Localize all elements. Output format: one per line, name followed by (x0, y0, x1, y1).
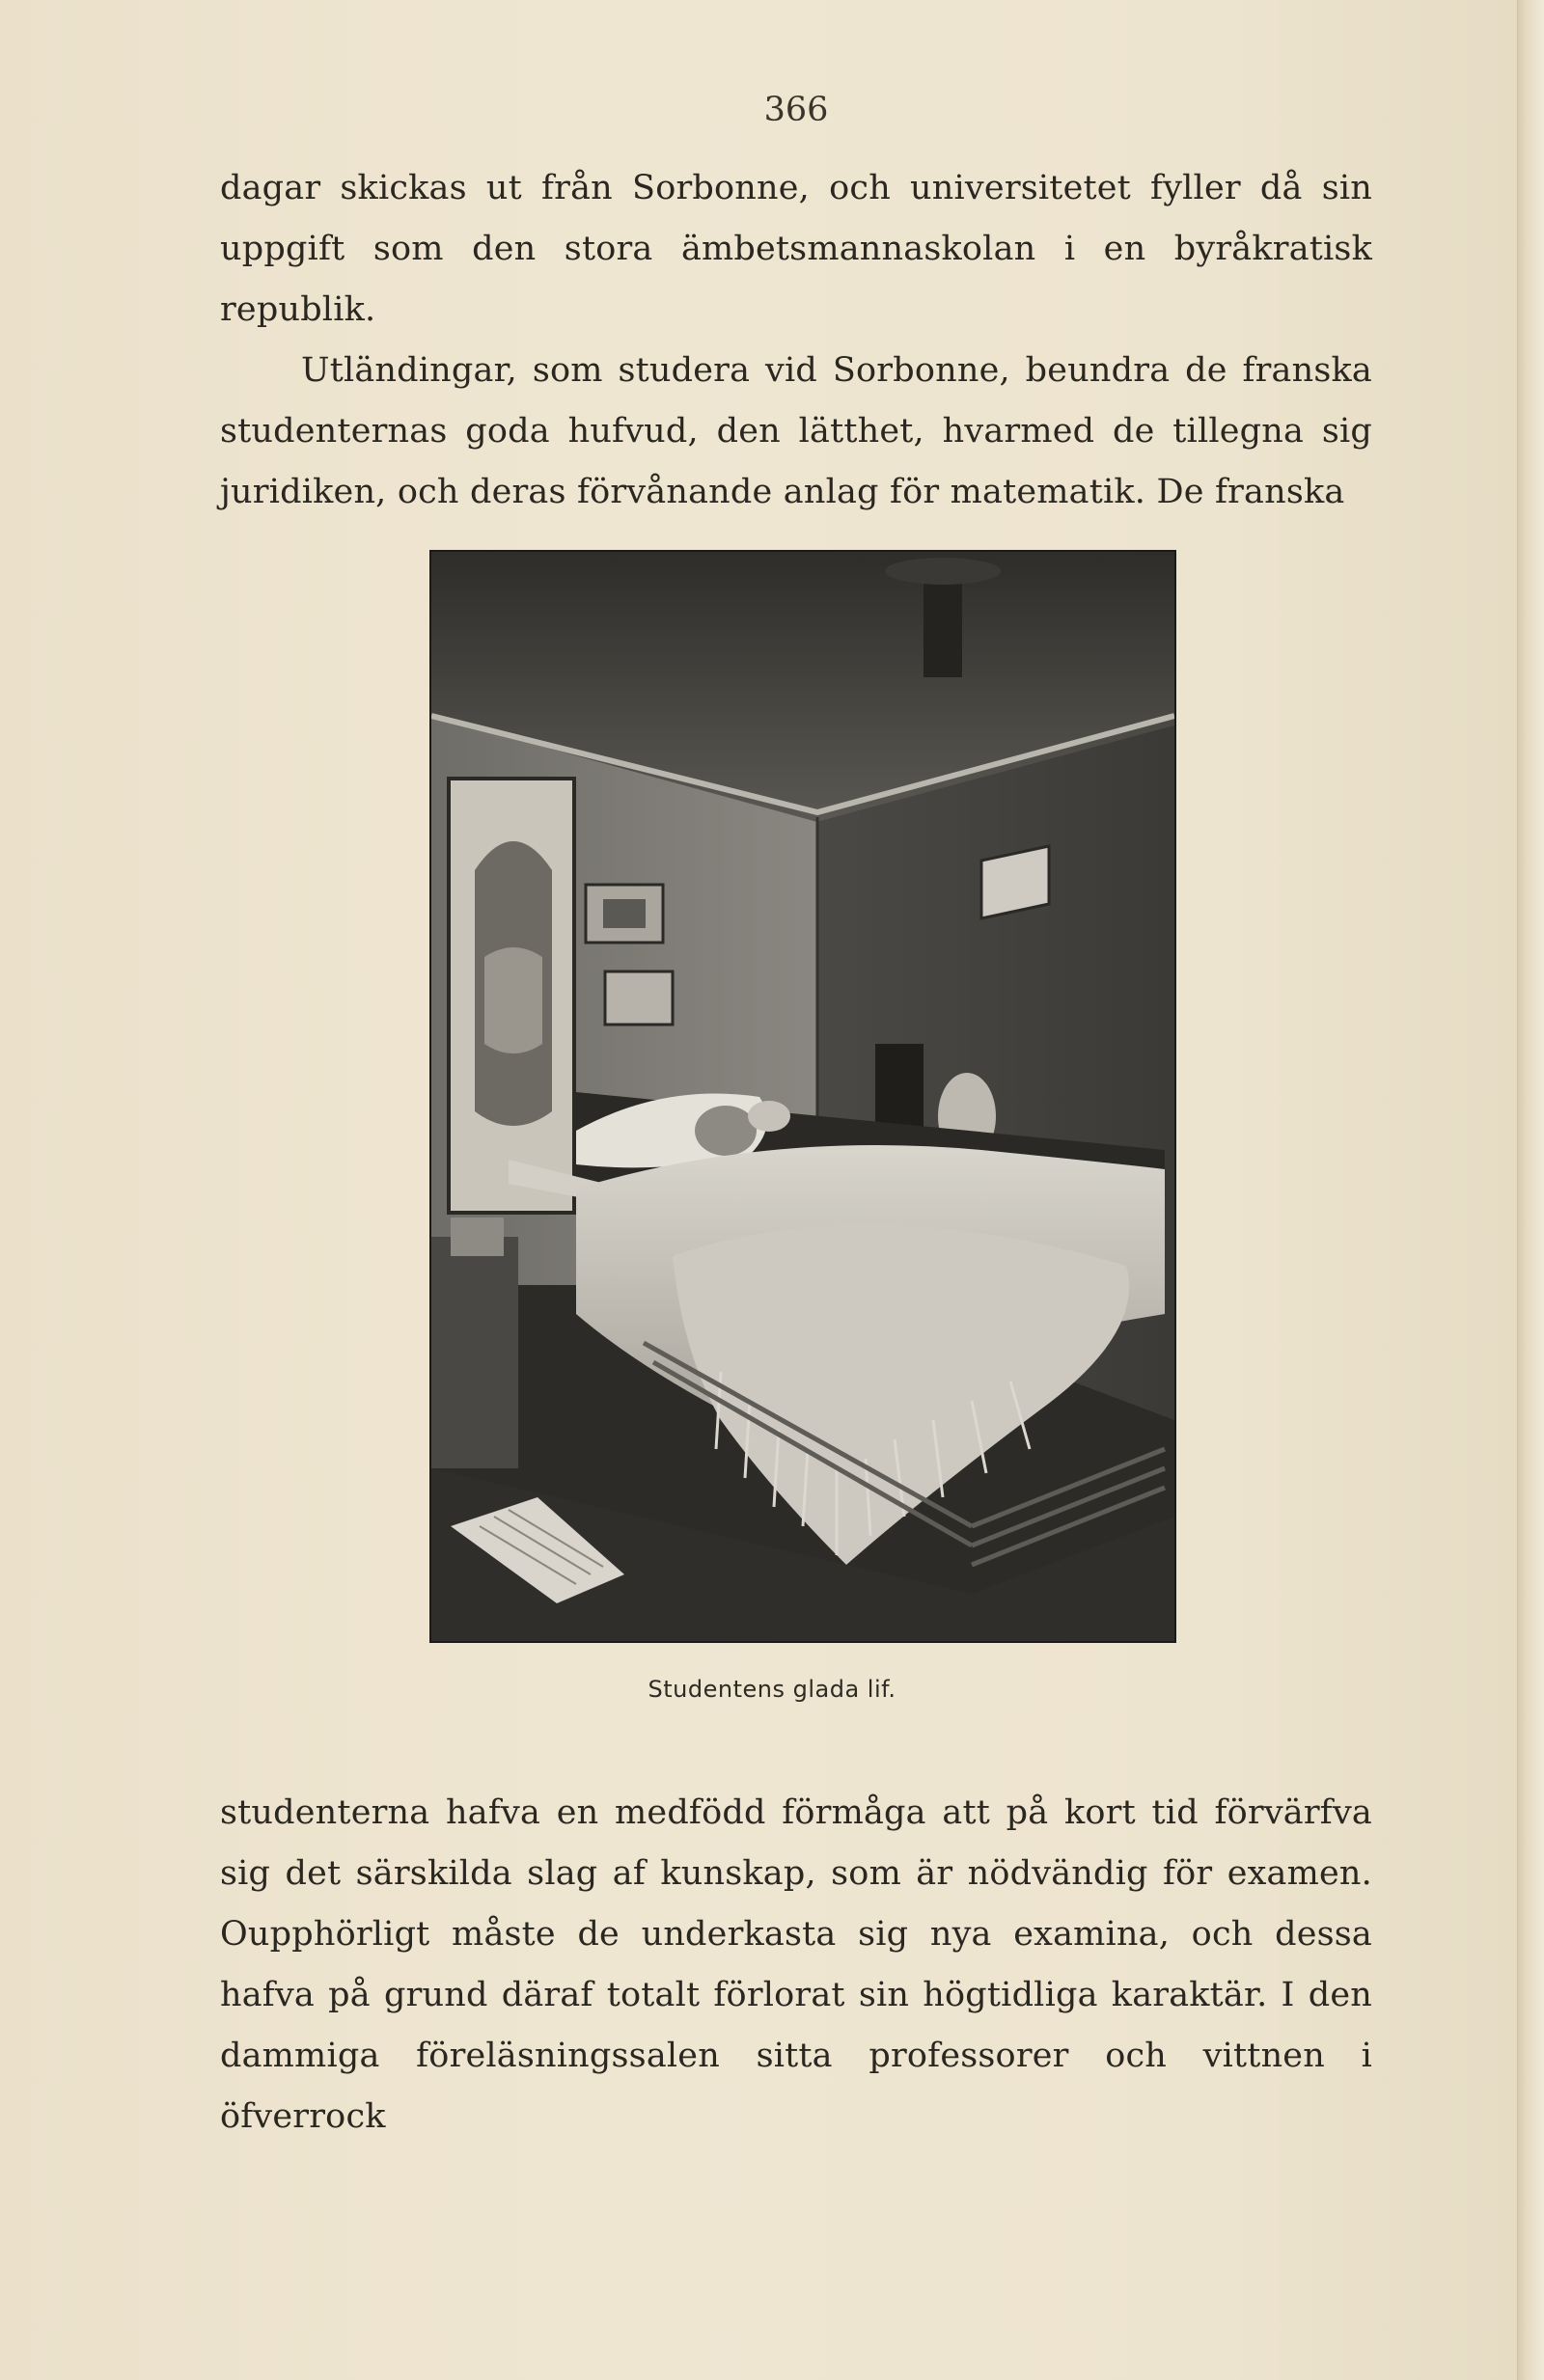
page-edge (1517, 0, 1544, 2380)
figure-caption: Studentens glada lif. (648, 1676, 896, 1703)
text-block-top (220, 158, 1372, 523)
photo-student-in-bed (431, 552, 1174, 1641)
paragraph: dagar skickas ut från Sorbonne, och universitetet fyller då sin uppgift som den stora ämbetsmannaskolan i en byråkratisk republik. (220, 169, 1372, 329)
page-number: 366 (763, 91, 829, 129)
text-block-bottom (220, 1783, 1372, 2147)
paragraph: studenterna hafva en medfödd förmåga att på kort tid förvärfva sig det särskilda slag af kunskap, som är nödvändig för examen. Oupphörligt måste de underkasta sig nya examina, och dessa hafva på grund däraf totalt förlorat sin högtidliga karaktär. I den dammiga föreläsningssalen sitta professorer och vittnen i öfverrock (220, 1793, 1372, 2136)
photo-illustration (429, 550, 1176, 1643)
paragraph: Utländingar, som studera vid Sorbonne, beundra de franska studenternas goda hufvud, den lätthet, hvarmed de tillegna sig juridiken, och deras förvånande anlag för matematik. De franska (220, 351, 1372, 511)
